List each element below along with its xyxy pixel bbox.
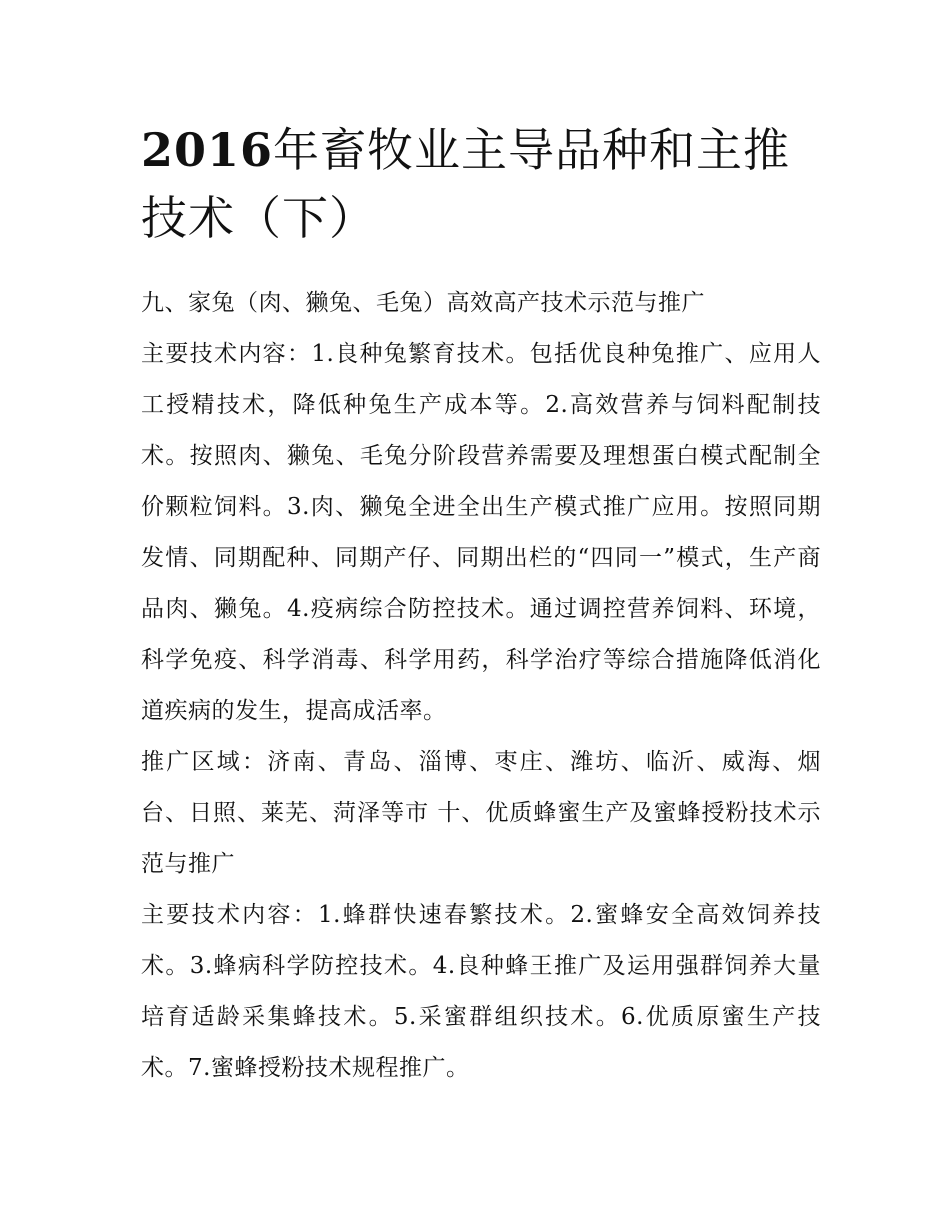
bee-tech-content-paragraph: 主要技术内容：1.蜂群快速春繁技术。2.蜜蜂安全高效饲养技术。3.蜂病科学防控技术。4.良种蜂王推广及运用强群饲养大量培育适龄采集蜂技术。5.采蜜群组织技术。6.优质原蜜生产技术。7.蜜蜂授粉技术规程推广。: [141, 902, 821, 1081]
promotion-region-paragraph: 推广区域：济南、青岛、淄博、枣庄、潍坊、临沂、威海、烟台、日照、莱芜、菏泽等市 十、优质蜂蜜生产及蜜蜂授粉技术示范与推广: [141, 749, 821, 877]
document-title: [141, 116, 821, 252]
section-heading-rabbit: 九、家兔（肉、獭兔、毛兔）高效高产技术示范与推广: [141, 290, 705, 316]
title-year: 2016: [141, 123, 274, 177]
rabbit-tech-content-paragraph: 主要技术内容：1.良种兔繁育技术。包括优良种兔推广、应用人工授精技术，降低种兔生产成本等。2.高效营养与饲料配制技术。按照肉、獭兔、毛兔分阶段营养需要及理想蛋白模式配制全价颗粒饲料。3.肉、獭兔全进全出生产模式推广应用。按照同期发情、同期配种、同期产仔、同期出栏的“四同一”模式，生产商品肉、獭兔。4.疫病综合防控技术。通过调控营养饲料、环境，科学免疫、科学消毒、科学用药，科学治疗等综合措施降低消化道疾病的发生，提高成活率。: [141, 341, 821, 724]
title-text: 年畜牧业主导品种和主推技术（下）: [141, 123, 791, 245]
document-body: [141, 116, 821, 1094]
